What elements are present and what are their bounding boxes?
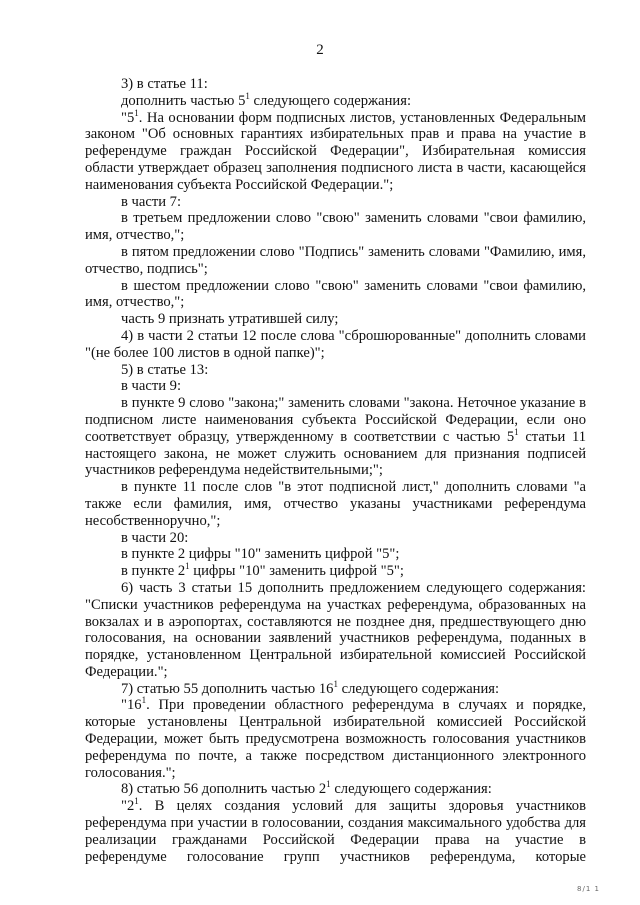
paragraph-4-article-12: 4) в части 2 статьи 12 после слова "сброшюрованные" дополнить словами "(не более 100 листов в одной папке)";: [85, 327, 586, 361]
footer-mark: 8/1 1: [577, 885, 600, 893]
paragraph-sixth-sentence: в шестом предложении слово "свою" заменить словами "свои фамилию, имя, отчество,";: [85, 277, 586, 311]
paragraph-part-20: в части 20:: [121, 529, 189, 546]
paragraph-point-2: в пункте 2 цифры "10" заменить цифрой "5";: [121, 546, 400, 563]
paragraph-part-9-void: часть 9 признать утратившей силу;: [121, 311, 339, 328]
paragraph-point-11: в пункте 11 после слов "в этот подписной лист," дополнить словами "а также если фамилия, имя, отчество указаны участниками референдума несобственноручно,";: [85, 479, 586, 529]
paragraph-part-2-1-text: "$2^1$. В целях создания условий для защиты здоровья участников референдума при участии в голосовании, создания максимального удобства для реализации гражданами Российской Федерации права на участие в референдуме голосование групп участников референдума, которые: [85, 796, 586, 865]
paragraph-point-2-1: в пункте $2^1$ цифры "10" заменить цифрой "5";: [121, 561, 404, 580]
paragraph-6-article-15: 6) часть 3 статьи 15 дополнить предложением следующего содержания: "Списки участников референдума на участках референдума, образованных на вокзалах и в аэропортах, составляются не позднее дня, предшествующего дню голосования, на основании заявлений участников референдума, поданных в порядке, установленном Центральной избирательной комиссией Российской Федерации.";: [85, 579, 586, 680]
paragraph-third-sentence: в третьем предложении слово "свою" заменить словами "свои фамилию, имя, отчество,";: [85, 210, 586, 244]
paragraph-add-part-5-1: дополнить частью $5^1$ следующего содержания:: [121, 90, 412, 109]
page-number: 2: [316, 42, 324, 58]
paragraph-part-16-1-text: "$16^1$. При проведении областного референдума в случаях и порядке, которые установлены Центральной избирательной комиссией Российской Федерации, может быть предусмотрена возможность голосования участников референдума по почте, а также посредством дистанционного электронного голосования.";: [85, 695, 586, 781]
paragraph-fifth-sentence: в пятом предложении слово "Подпись" заменить словами "Фамилию, имя, отчество, подпись";: [85, 243, 586, 277]
paragraph-3-article-11: 3) в статье 11:: [121, 76, 208, 92]
paragraph-part-5-1-text: "$5^1$. На основании форм подписных листов, установленных Федеральным законом "Об основных гарантиях избирательных прав и права на участие в референдуме граждан Российской Федерации", Избирательная комиссия области утверждает образец заполнения подписного листа в части, касающейся наименования субъекта Российской Федерации.";: [85, 107, 586, 193]
paragraph-7-article-55: 7) статью 55 дополнить частью $16^1$ следующего содержания:: [121, 678, 500, 697]
paragraph-part-9: в части 9:: [121, 378, 182, 395]
paragraph-point-9: в пункте 9 слово "закона;" заменить словами "закона. Неточное указание в подписном листе наименования субъекта Российской Федерации, если оно соответствует образцу, утвержденному в соответствии с частью $5^1$ статьи 11 настоящего закона, не может служить основанием для признания подписей участников референдума недействительными;";: [85, 395, 586, 479]
paragraph-5-article-13: 5) в статье 13:: [121, 361, 209, 378]
paragraph-8-article-56: 8) статью 56 дополнить частью $2^1$ следующего содержания:: [121, 779, 492, 798]
document-body: [85, 76, 586, 865]
paragraph-part-7: в части 7:: [121, 193, 182, 210]
